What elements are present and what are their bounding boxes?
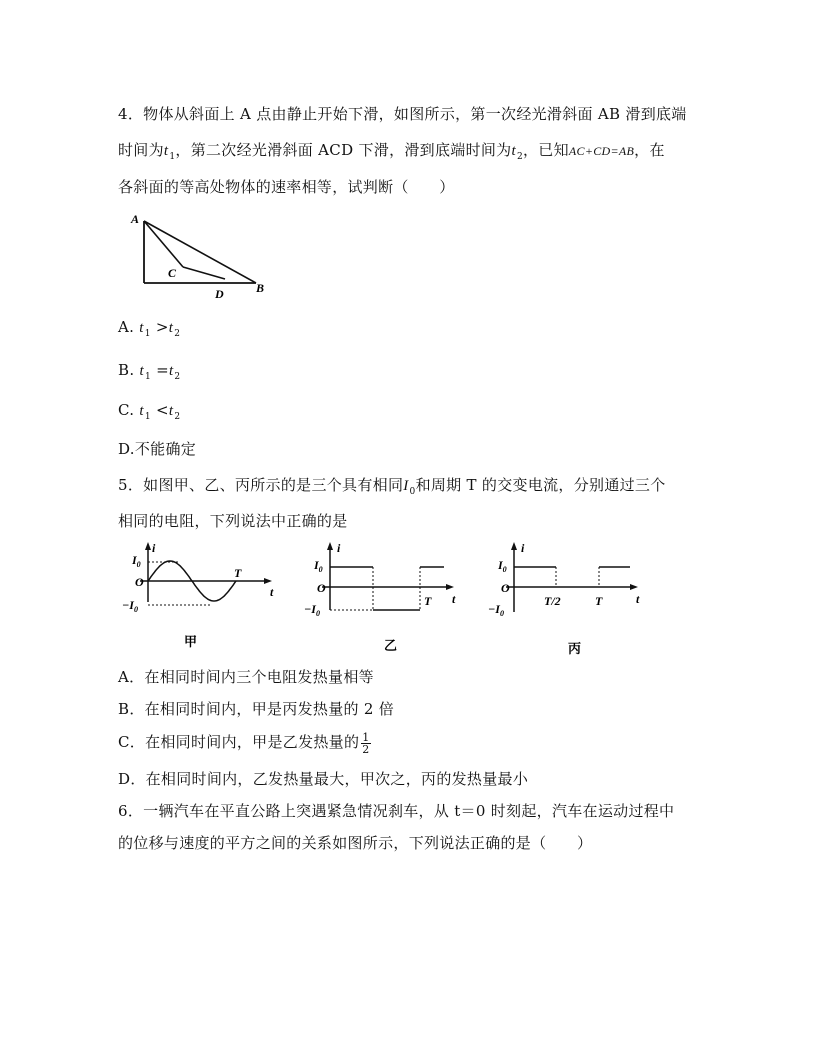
q5-option-a: A．在相同时间内三个电阻发热量相等 bbox=[118, 668, 374, 686]
q4-line3: 各斜面的等高处物体的速率相等，试判断（ ） bbox=[118, 178, 455, 196]
q4-line1: 4．物体从斜面上 A 点由静止开始下滑，如图所示，第一次经光滑斜面 AB 滑到底端 bbox=[118, 105, 687, 123]
q5-line1: 5．如图甲、乙、丙所示的是三个具有相同$I_0$和周期 T 的交变电流，分别通过三个 bbox=[118, 476, 666, 497]
svg-text:T: T bbox=[424, 594, 432, 608]
svg-text:−I0: $-I_0$ bbox=[122, 598, 138, 614]
svg-text:−I0: $-I_0$ bbox=[488, 602, 504, 618]
svg-text:O: O bbox=[317, 581, 326, 595]
svg-text:t: t bbox=[452, 592, 456, 606]
svg-text:t: t bbox=[270, 585, 274, 599]
q6-line2: 的位移与速度的平方之间的关系如图所示，下列说法正确的是（ ） bbox=[118, 834, 593, 852]
svg-text:O: O bbox=[135, 575, 144, 589]
svg-text:T/2: T/2 bbox=[544, 594, 561, 608]
q4-line2-a: 时间为 bbox=[118, 141, 164, 159]
q4-option-c: C. $t_1 <t_2$ bbox=[118, 401, 181, 422]
q4-point-d: D bbox=[215, 287, 224, 301]
q4-t2: t bbox=[511, 143, 516, 159]
svg-text:T: T bbox=[595, 594, 603, 608]
q4-t1-sub: 1 bbox=[169, 152, 176, 162]
svg-text:I0: $I_0$ bbox=[498, 558, 507, 574]
svg-text:i: i bbox=[152, 541, 156, 555]
q5-i0: I bbox=[403, 478, 409, 494]
svg-text:I0: $I_0$ bbox=[314, 558, 323, 574]
q5-label-bing: 丙 bbox=[568, 641, 582, 656]
q5-label-jia: 甲 bbox=[184, 634, 198, 649]
q4-line2-d: ，在 bbox=[634, 141, 665, 159]
q4-incline-figure bbox=[125, 210, 275, 302]
svg-text:O: O bbox=[501, 581, 510, 595]
q5-option-d: D．在相同时间内，乙发热量最大，甲次之，丙的发热量最小 bbox=[118, 770, 529, 788]
svg-text:i: i bbox=[337, 541, 341, 555]
q4-line2 bbox=[118, 139, 665, 160]
q5-label-yi: 乙 bbox=[384, 638, 398, 653]
q4-point-c: C bbox=[168, 266, 177, 280]
svg-text:t: t bbox=[636, 592, 640, 606]
q4-line2-c: ，已知 bbox=[522, 141, 569, 159]
q4-point-a: A bbox=[131, 212, 140, 226]
q4-condition: AC+CD=AB bbox=[568, 144, 635, 158]
q5-graph-jia bbox=[118, 540, 288, 658]
q5-fraction-half: $\frac{1}{2}$ bbox=[362, 730, 370, 756]
svg-text:I0: $I_0$ bbox=[132, 553, 141, 569]
q4-t1: t bbox=[163, 143, 169, 159]
q5-graph-yi bbox=[300, 540, 470, 658]
q4-option-d: D.不能确定 bbox=[118, 440, 197, 458]
svg-text:−I0: $-I_0$ bbox=[304, 602, 320, 618]
q5-option-c: C．在相同时间内，甲是乙发热量的 $\frac{1}{2}$ bbox=[118, 730, 370, 756]
svg-text:i: i bbox=[521, 541, 525, 555]
svg-text:T: T bbox=[234, 566, 242, 580]
q5-line2: 相同的电阻，下列说法中正确的是 bbox=[118, 512, 348, 530]
q4-line2-b: ，第二次经光滑斜面 ACD 下滑，滑到底端时间为 bbox=[175, 141, 512, 159]
q4-point-b: B bbox=[256, 281, 265, 295]
q4-option-a: A. $t_1 >t_2$ bbox=[118, 318, 181, 339]
q6-line1: 6．一辆汽车在平直公路上突遇紧急情况刹车，从 t＝0 时刻起，汽车在运动过程中 bbox=[118, 802, 675, 820]
q5-option-b: B．在相同时间内，甲是丙发热量的 2 倍 bbox=[118, 700, 395, 718]
q4-t2-sub: 2 bbox=[516, 152, 523, 162]
q4-option-b: B. $t_1 =t_2$ bbox=[118, 361, 181, 382]
q5-graph-bing bbox=[484, 540, 654, 658]
